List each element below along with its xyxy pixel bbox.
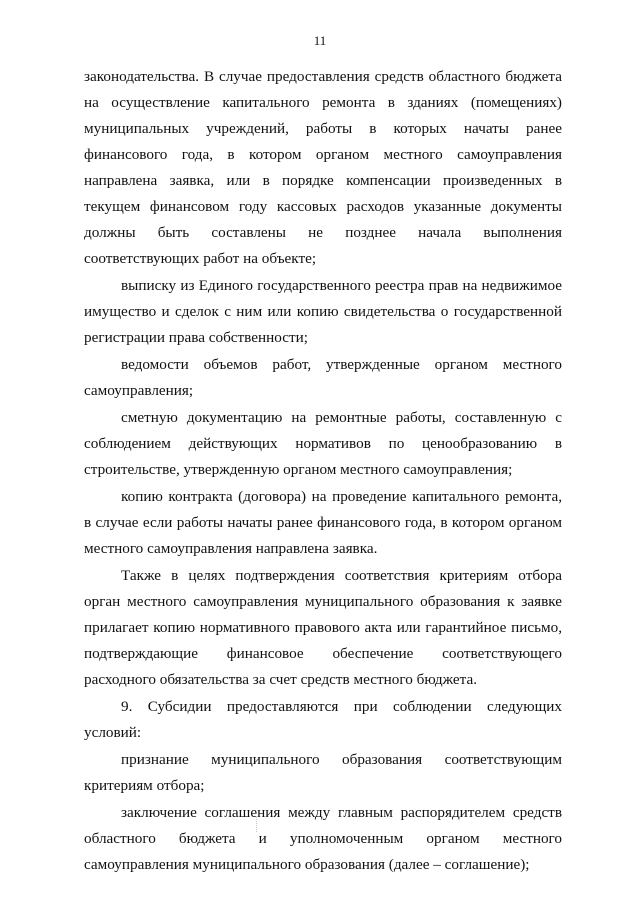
document-body xyxy=(84,64,562,879)
paragraph: Также в целях подтверждения соответствия критериям отбора орган местного самоуправления муниципального образования к заявке прилагает копию нормативного правового акта или гарантийное письмо, подтверждающие финансовое обеспечение соответствующего расходного обязательства за счет средств местного бюджета. xyxy=(84,567,562,688)
page-number: 11 xyxy=(313,33,327,48)
paragraph: законодательства. В случае предоставления средств областного бюджета на осуществление капитального ремонта в зданиях (помещениях) муниципальных учреждений, работы в которых начаты ранее финансового года, в котором органом местного самоуправления направлена заявка, или в порядке компенсации произведенных в текущем финансовом году кассовых расходов указанные документы должны быть составлены не позднее начала выполнения соответствующих работ на объекте; xyxy=(84,68,562,267)
paragraph: признание муниципального образования соответствующим критериям отбора; xyxy=(84,751,562,794)
paragraph: копию контракта (договора) на проведение капитального ремонта, в случае если работы начаты ранее финансового года, в котором органом местного самоуправления направлена заявка. xyxy=(84,488,562,557)
paragraph: сметную документацию на ремонтные работы, составленную с соблюдением действующих нормативов по ценообразованию в строительстве, утвержденную органом местного самоуправления; xyxy=(84,409,562,478)
paragraph: заключение соглашения между главным распорядителем средств областного бюджета и уполномоченным органом местного самоуправления муниципального образования (далее – соглашение); xyxy=(84,804,562,873)
paragraph: ведомости объемов работ, утвержденные органом местного самоуправления; xyxy=(84,356,562,399)
paragraph: выписку из Единого государственного реестра прав на недвижимое имущество и сделок с ним или копию свидетельства о государственной регистрации права собственности; xyxy=(84,277,562,346)
paragraph: 9. Субсидии предоставляются при соблюдении следующих условий: xyxy=(84,698,562,741)
scan-artifact xyxy=(256,816,259,832)
